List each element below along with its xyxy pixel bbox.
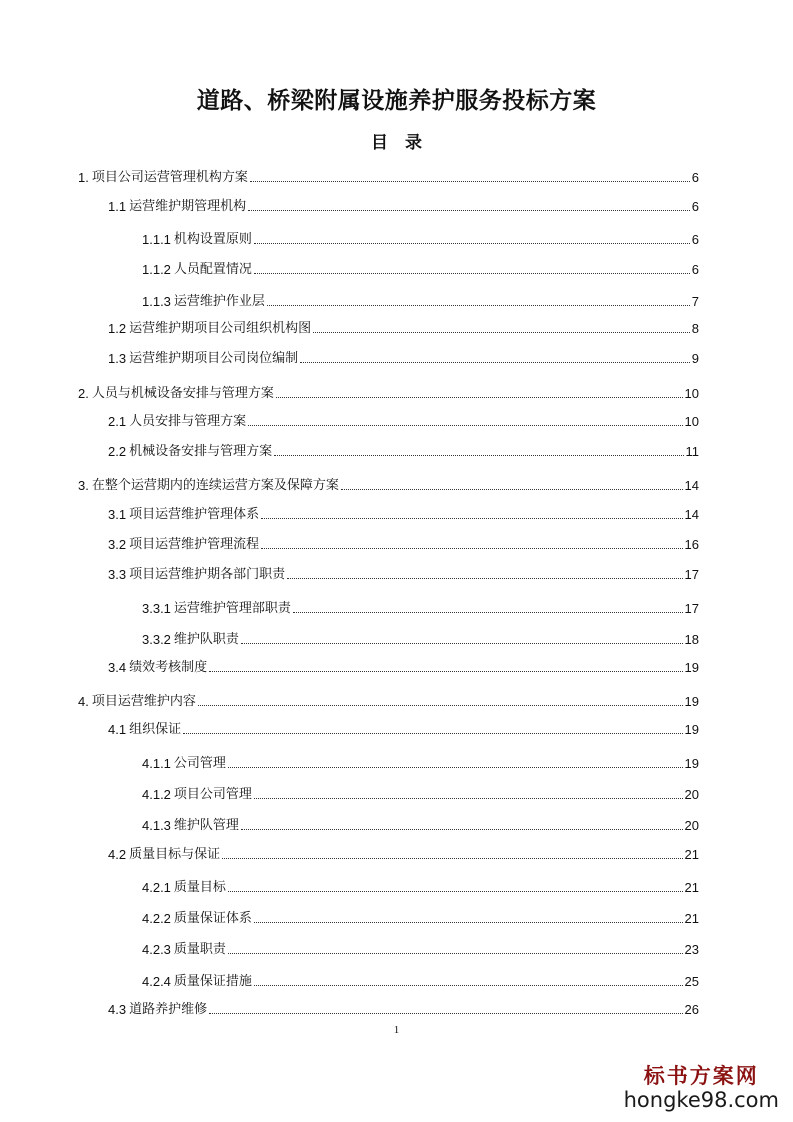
toc-entry[interactable] (142, 907, 699, 927)
toc-dot-leader (254, 922, 683, 923)
toc-entry-number: 1.1.1 (142, 232, 171, 247)
page-number: 1 (393, 1024, 400, 1036)
toc-entry[interactable] (108, 533, 699, 553)
toc-dot-leader (254, 985, 683, 986)
toc-entry-label: 机械设备安排与管理方案 (129, 444, 273, 459)
toc-entry-page: 21 (684, 911, 699, 926)
toc-entry-page: 19 (684, 694, 699, 709)
toc-entry[interactable] (142, 290, 699, 310)
toc-dot-leader (198, 705, 683, 706)
toc-dot-leader (254, 273, 690, 274)
toc-entry-page: 7 (691, 294, 699, 309)
toc-entry-number: 1.1 (108, 199, 127, 214)
toc-entry-page: 18 (684, 632, 699, 647)
watermark-logo (624, 1060, 779, 1112)
toc-entry-number: 1.2 (108, 321, 127, 336)
toc-entry-page: 21 (684, 847, 699, 862)
toc-entry-page: 11 (685, 444, 699, 459)
toc-entry[interactable] (108, 503, 699, 523)
toc-dot-leader (209, 1013, 682, 1014)
toc-entry-label: 维护队职责 (173, 632, 239, 647)
toc-entry[interactable] (108, 440, 699, 460)
toc-entry[interactable] (108, 317, 699, 337)
toc-entry-number: 4.1 (108, 722, 127, 737)
toc-entry[interactable] (108, 410, 699, 430)
toc-entry-label: 组织保证 (129, 722, 182, 737)
toc-entry-number: 3.3.1 (142, 601, 171, 616)
toc-entry-number: 4.2.4 (142, 974, 171, 989)
toc-entry-number: 4. (78, 694, 89, 709)
toc-entry-label: 质量目标与保证 (129, 847, 221, 862)
toc-entry-number: 3.1 (108, 507, 127, 522)
toc-dot-leader (241, 829, 683, 830)
watermark-text: 标书方案网 (643, 1064, 759, 1088)
toc-entry-page: 10 (684, 414, 699, 429)
toc-entry-label: 项目运营维护管理体系 (129, 507, 260, 522)
toc-entry-page: 25 (684, 974, 699, 989)
toc-entry-number: 2. (78, 386, 89, 401)
toc-entry-number: 4.2.2 (142, 911, 171, 926)
toc-entry-page: 19 (684, 660, 699, 675)
toc-dot-leader (274, 455, 683, 456)
toc-entry-page: 6 (691, 170, 699, 185)
toc-entry-page: 14 (684, 478, 699, 493)
toc-dot-leader (241, 643, 683, 644)
toc-entry-number: 4.2.3 (142, 942, 171, 957)
toc-entry-label: 运营维护期项目公司岗位编制 (129, 351, 299, 366)
toc-entry[interactable] (78, 382, 699, 402)
toc-entry-number: 1.3 (108, 351, 127, 366)
toc-entry-page: 6 (691, 262, 699, 277)
toc-entry[interactable] (108, 718, 699, 738)
toc-entry-label: 质量保证措施 (173, 974, 252, 989)
toc-entry-page: 9 (691, 351, 699, 366)
toc-dot-leader (228, 953, 683, 954)
toc-entry-number: 4.1.2 (142, 787, 171, 802)
toc-entry-page: 8 (691, 321, 699, 336)
toc-entry-label: 质量职责 (173, 942, 226, 957)
toc-entry[interactable] (142, 597, 699, 617)
toc-dot-leader (248, 425, 682, 426)
watermark-url: hongke98.com (623, 1088, 779, 1112)
toc-dot-leader (248, 210, 690, 211)
toc-entry[interactable] (142, 228, 699, 248)
toc-dot-leader (209, 671, 682, 672)
toc-entry[interactable] (78, 166, 699, 186)
toc-entry[interactable] (142, 970, 699, 990)
toc-entry-number: 4.2 (108, 847, 127, 862)
toc-entry-page: 6 (691, 199, 699, 214)
toc-dot-leader (261, 518, 682, 519)
toc-entry-page: 19 (684, 722, 699, 737)
toc-entry-number: 2.2 (108, 444, 127, 459)
toc-entry-page: 21 (684, 880, 699, 895)
toc-dot-leader (293, 612, 683, 613)
toc-entry-number: 4.1.3 (142, 818, 171, 833)
toc-entry-label: 人员安排与管理方案 (129, 414, 247, 429)
toc-entry[interactable] (78, 474, 699, 494)
toc-entry[interactable] (108, 843, 699, 863)
toc-entry-page: 19 (684, 756, 699, 771)
toc-entry[interactable] (142, 876, 699, 896)
toc-entry-page: 20 (684, 787, 699, 802)
toc-entry[interactable] (108, 656, 699, 676)
toc-entry-label: 运营维护管理部职责 (173, 601, 291, 616)
toc-entry-number: 4.3 (108, 1002, 127, 1017)
toc-entry-number: 1. (78, 170, 89, 185)
toc-dot-leader (222, 858, 682, 859)
toc-entry-number: 3. (78, 478, 89, 493)
toc-entry[interactable] (78, 690, 699, 710)
toc-dot-leader (254, 243, 690, 244)
toc-entry-number: 3.4 (108, 660, 127, 675)
toc-entry-page: 20 (684, 818, 699, 833)
toc-entry-label: 机构设置原则 (173, 232, 252, 247)
toc-dot-leader (287, 578, 682, 579)
document-title: 道路、桥梁附属设施养护服务投标方案 (196, 88, 597, 114)
toc-entry[interactable] (142, 783, 699, 803)
toc-entry-page: 23 (684, 942, 699, 957)
toc-entry-label: 运营维护期项目公司组织机构图 (129, 321, 312, 336)
toc-entry-label: 公司管理 (173, 756, 226, 771)
toc-dot-leader (267, 305, 690, 306)
toc-entry[interactable] (108, 998, 699, 1018)
toc-entry-number: 1.1.3 (142, 294, 171, 309)
toc-entry-page: 6 (691, 232, 699, 247)
toc-dot-leader (313, 332, 690, 333)
toc-entry-number: 4.1.1 (142, 756, 171, 771)
toc-entry-label: 人员与机械设备安排与管理方案 (91, 386, 274, 401)
toc-entry[interactable] (142, 628, 699, 648)
toc-entry-label: 在整个运营期内的连续运营方案及保障方案 (91, 478, 339, 493)
toc-dot-leader (276, 397, 683, 398)
toc-entry[interactable] (108, 195, 699, 215)
toc-dot-leader (300, 362, 690, 363)
toc-entry-label: 运营维护期管理机构 (129, 199, 247, 214)
toc-entry-label: 项目运营维护期各部门职责 (129, 567, 286, 582)
toc-entry-page: 17 (684, 601, 699, 616)
toc-entry-number: 3.2 (108, 537, 127, 552)
toc-entry-page: 17 (684, 567, 699, 582)
toc-entry[interactable] (142, 814, 699, 834)
toc-entry-label: 道路养护维修 (129, 1002, 208, 1017)
toc-entry[interactable] (108, 347, 699, 367)
toc-entry[interactable] (108, 563, 699, 583)
toc-heading: 目 录 (371, 133, 422, 153)
toc-entry-label: 质量目标 (173, 880, 226, 895)
toc-entry-page: 26 (684, 1002, 699, 1017)
toc-entry-label: 质量保证体系 (173, 911, 252, 926)
toc-dot-leader (261, 548, 682, 549)
toc-entry-label: 项目运营维护管理流程 (129, 537, 260, 552)
toc-dot-leader (254, 798, 683, 799)
toc-entry-number: 3.3 (108, 567, 127, 582)
toc-entry-page: 16 (684, 537, 699, 552)
toc-entry-label: 维护队管理 (173, 818, 239, 833)
toc-dot-leader (228, 767, 683, 768)
toc-dot-leader (183, 733, 682, 734)
toc-entry-label: 绩效考核制度 (129, 660, 208, 675)
toc-entry-label: 项目公司管理 (173, 787, 252, 802)
toc-dot-leader (341, 489, 683, 490)
toc-entry-label: 运营维护作业层 (173, 294, 265, 309)
toc-entry-page: 14 (684, 507, 699, 522)
toc-entry-number: 4.2.1 (142, 880, 171, 895)
toc-entry-label: 人员配置情况 (173, 262, 252, 277)
toc-dot-leader (228, 891, 683, 892)
toc-entry-page: 10 (684, 386, 699, 401)
toc-entry-label: 项目运营维护内容 (91, 694, 196, 709)
toc-entry[interactable] (142, 938, 699, 958)
toc-entry[interactable] (142, 752, 699, 772)
toc-entry-label: 项目公司运营管理机构方案 (91, 170, 248, 185)
toc-dot-leader (250, 181, 690, 182)
toc-entry[interactable] (142, 258, 699, 278)
toc-entry-number: 3.3.2 (142, 632, 171, 647)
toc-entry-number: 2.1 (108, 414, 127, 429)
toc-entry-number: 1.1.2 (142, 262, 171, 277)
